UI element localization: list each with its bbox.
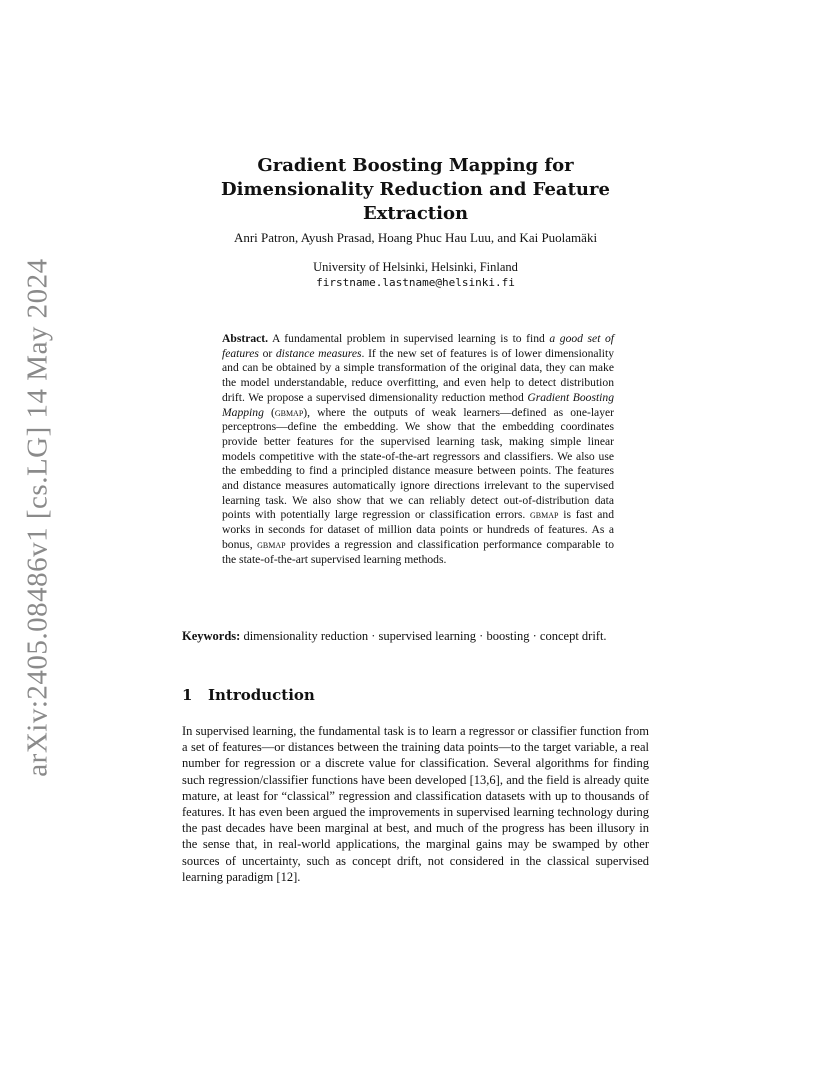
abstract [222,332,614,567]
intro-paragraph: In supervised learning, the fundamental task is to learn a regressor or classifier function from a set of features—or distances between the training data points—to the target variable, a real number for regression or a discrete value for classification. Several algorithms for finding such regression/classifier functions have been developed [13,6], and the field is already quite mature, at least for “classical” regression and classification datasets with up to thousands of features. It has even been argued the improvements in supervised learning technology during the past decades have been marginal at best, and much of the progress has been illusory in the sense that, in real-world applications, the marginal gains may be swamped by other sources of uncertainty, such as concept drift, not considered in the classical supervised learning paradigm [12]. [182,724,649,884]
author-list: Anri Patron, Ayush Prasad, Hoang Phuc Hau Luu, and Kai Puolamäki [233,230,598,245]
keywords-text: dimensionality reduction · supervised learning · boosting · concept drift. [243,629,607,643]
abstract-method-name-2: gbmap [530,508,559,522]
abstract-text-5: ), where the outputs of weak learners—defined as one-layer perceptrons—define the embedding. We show that the embedding coordinates provide better features for the supervised learning task, making simple linear models competitive with the state-of-the-art regressors and classifiers. We also use the embedding to find a principled distance measure between points. The features and distance measures automatically ignore directions irrelevant to the supervised learning task. We also show that we can reliably detect out-of-distribution data points with potentially large regression or classification errors. [222,405,614,522]
abstract-text-6: is fast and works in seconds for dataset of million data points or hundreds of features. As a bonus, [222,508,614,551]
arxiv-identifier-stamp [20,257,56,777]
abstract-label: Abstract. [222,332,269,345]
abstract-method-name-1: gbmap [274,405,304,419]
paper-title: Gradient Boosting Mapping for Dimensionality Reduction and Feature Extraction [221,155,610,224]
arxiv-identifier: arXiv:2405.08486v1 [cs.LG] 14 May 2024 [21,257,54,777]
abstract-text-3: . If the new set of features is of lower dimensionality and can be obtained by a simple transformation of the original data, they can make the model understandable, reduce overfitting, and even help to detect distribution drift. We propose a supervised dimensionality reduction method [222,346,614,404]
abstract-text-1: A fundamental problem in supervised learning is to find [271,332,550,345]
abstract-emphasis-2: distance measures [275,346,362,360]
section-number: 1 [182,686,193,704]
abstract-text-2: or [258,346,276,360]
abstract-emphasis-1: a good set of features [222,332,615,360]
abstract-emphasis-3: Gradient Boosting Mapping [222,390,614,419]
affiliation-block [182,259,649,291]
email-address: firstname.lastname@helsinki.fi [316,276,515,289]
section-title: Introduction [208,686,315,704]
keywords-label: Keywords: [182,629,241,643]
abstract-text-4: ( [263,405,275,419]
abstract-text-7: provides a regression and classification performance comparable to the state-of-the-art supervised learning methods. [222,537,615,566]
keywords [182,628,649,645]
abstract-method-name-3: gbmap [257,537,286,551]
section-heading [182,686,649,704]
affiliation: University of Helsinki, Helsinki, Finland [313,260,518,274]
